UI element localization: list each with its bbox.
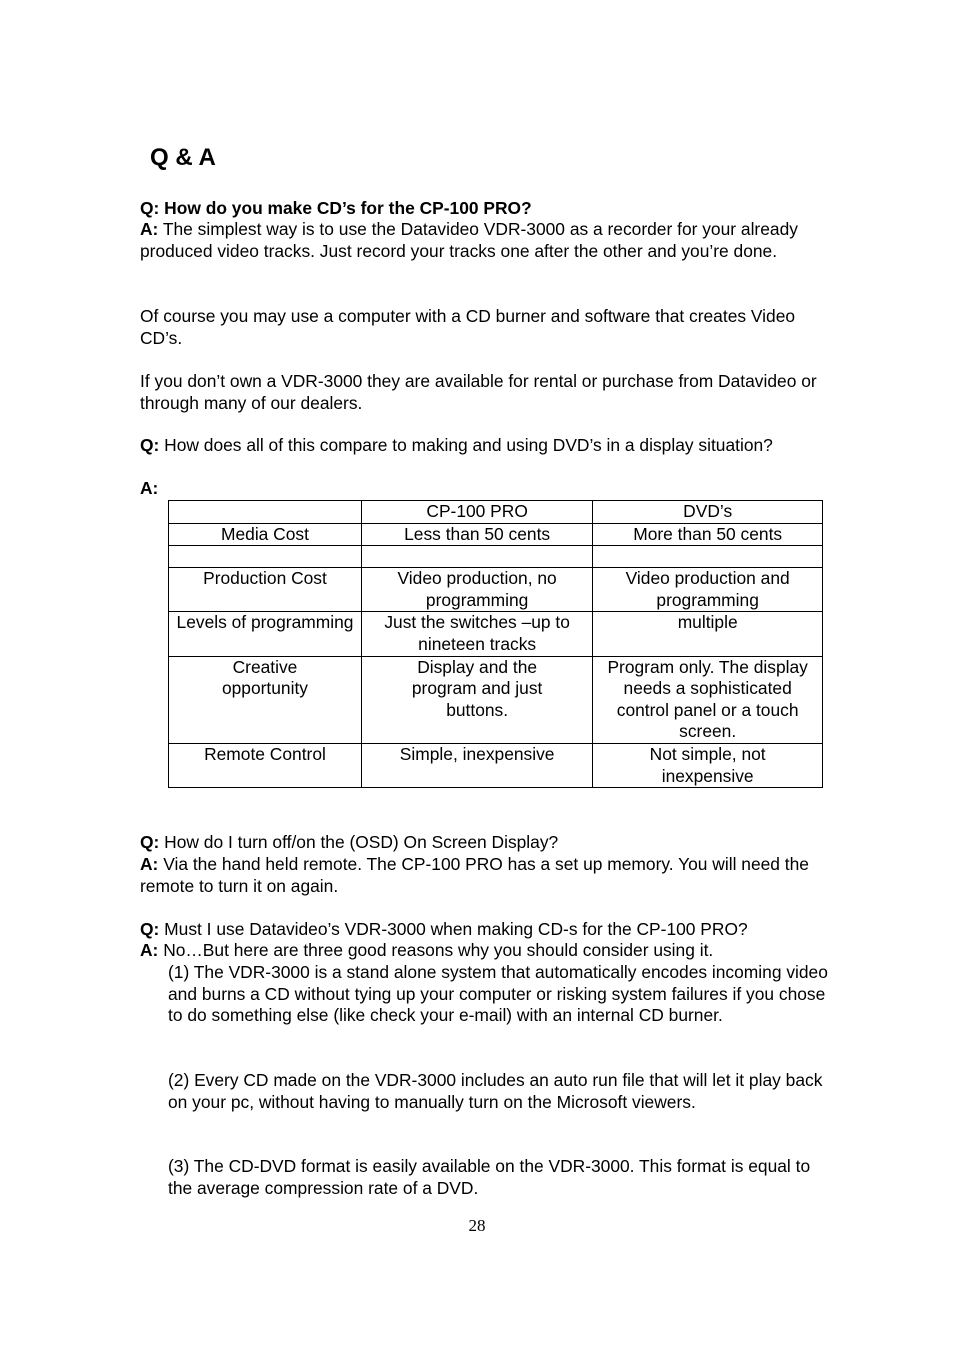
a-label: A: xyxy=(140,940,159,960)
table-cell: Media Cost xyxy=(169,523,362,546)
question-text: How do I turn off/on the (OSD) On Screen Display? xyxy=(159,832,559,852)
reason-2: (2) Every CD made on the VDR-3000 includes an auto run file that will let it play back on your pc, without having to manually turn on the Microsoft viewers. xyxy=(168,1070,823,1112)
q-label: Q: xyxy=(140,435,160,455)
comparison-table xyxy=(168,500,823,788)
table-row xyxy=(169,523,823,546)
q-label: Q: xyxy=(140,919,160,939)
q-label: Q: xyxy=(140,198,160,218)
table-cell: Less than 50 cents xyxy=(361,523,592,546)
answer-3 xyxy=(140,854,830,897)
table-header-cell: CP-100 PRO xyxy=(361,501,592,524)
page-title: Q & A xyxy=(150,144,216,171)
table-cell xyxy=(593,546,823,568)
table-row xyxy=(169,568,823,612)
question-3 xyxy=(140,832,830,854)
answer-1-paragraph-2: Of course you may use a computer with a CD burner and software that creates Video CD’s. xyxy=(140,306,796,348)
table-cell: Production Cost xyxy=(169,568,362,612)
question-4 xyxy=(140,919,830,941)
answer-text: Via the hand held remote. The CP-100 PRO has a set up memory. You will need the remote to turn it on again. xyxy=(140,854,809,896)
reason-1: (1) The VDR-3000 is a stand alone system that automatically encodes incoming video and burns a CD without tying up your computer or risking system failures if you chose to do something else (like check your e-mail) with an internal CD burner. xyxy=(168,962,828,1026)
table-cell: More than 50 cents xyxy=(593,523,823,546)
answer-2 xyxy=(140,478,830,500)
table-row xyxy=(169,743,823,787)
answer-1 xyxy=(140,219,830,262)
table-row xyxy=(169,656,823,743)
question-text: How does all of this compare to making and using DVD’s in a display situation? xyxy=(159,435,773,455)
table-row xyxy=(169,612,823,656)
table-header-row xyxy=(169,501,823,524)
table-cell: Display and the program and just buttons. xyxy=(361,656,592,743)
a-label: A: xyxy=(140,219,159,239)
table-cell xyxy=(361,546,592,568)
question-text: How do you make CD’s for the CP-100 PRO? xyxy=(159,198,532,218)
table-cell: Just the switches –up to nineteen tracks xyxy=(361,612,592,656)
q-label: Q: xyxy=(140,832,160,852)
table-cell: Levels of programming xyxy=(169,612,362,656)
table-cell: Remote Control xyxy=(169,743,362,787)
answer-text: No…But here are three good reasons why you should consider using it. xyxy=(158,940,714,960)
answer-4 xyxy=(140,940,830,962)
table-cell: Video production, no programming xyxy=(361,568,592,612)
table-cell: multiple xyxy=(593,612,823,656)
page-number: 28 xyxy=(468,1216,486,1235)
table-cell: Video production and programming xyxy=(593,568,823,612)
table-cell: Creative opportunity xyxy=(169,656,362,743)
question-text: Must I use Datavideo’s VDR-3000 when making CD-s for the CP-100 PRO? xyxy=(159,919,748,939)
table-row xyxy=(169,546,823,568)
table-header-cell xyxy=(169,501,362,524)
answer-1-paragraph-3: If you don’t own a VDR-3000 they are available for rental or purchase from Datavideo or through many of our dealers. xyxy=(140,371,817,413)
table-cell xyxy=(169,546,362,568)
table-header-cell: DVD’s xyxy=(593,501,823,524)
table-cell: Simple, inexpensive xyxy=(361,743,592,787)
a-label: A: xyxy=(140,854,159,874)
reason-3: (3) The CD-DVD format is easily available on the VDR-3000. This format is equal to the average compression rate of a DVD. xyxy=(168,1156,811,1198)
a-label: A: xyxy=(140,478,159,498)
question-2 xyxy=(140,435,830,457)
answer-text: The simplest way is to use the Datavideo VDR-3000 as a recorder for your already produced video tracks. Just record your tracks one after the other and you’re done. xyxy=(140,219,798,261)
table-cell: Program only. The display needs a sophisticated control panel or a touch screen. xyxy=(593,656,823,743)
table-cell: Not simple, not inexpensive xyxy=(593,743,823,787)
question-1 xyxy=(140,198,830,220)
